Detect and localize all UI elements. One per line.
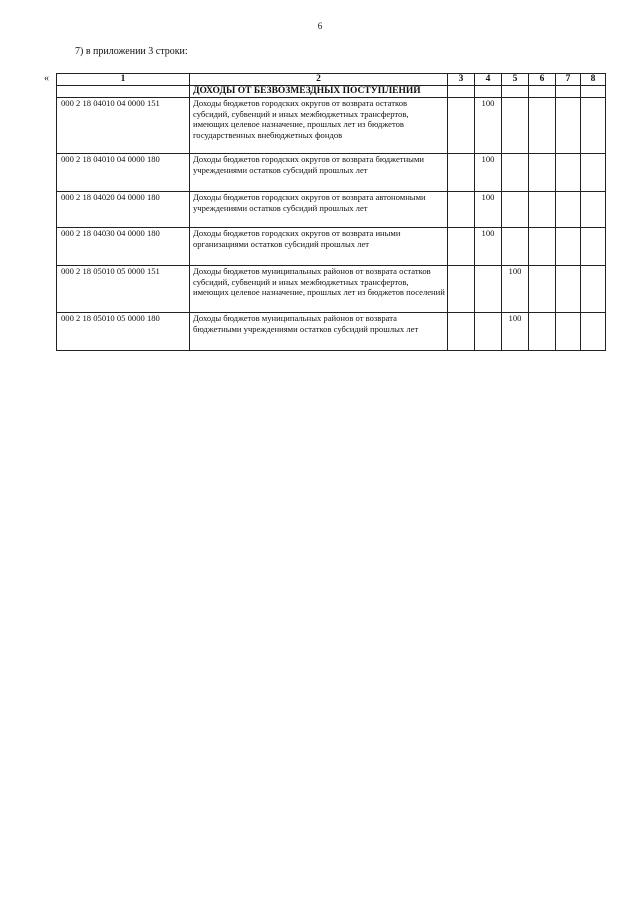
row-col-7 — [556, 98, 581, 154]
row-code: 000 2 18 05010 05 0000 180 — [57, 313, 190, 351]
row-col-4: 100 — [475, 192, 502, 228]
section-title: ДОХОДЫ ОТ БЕЗВОЗМЕЗДНЫХ ПОСТУПЛЕНИЙ — [190, 86, 448, 98]
row-col-8 — [581, 266, 606, 313]
row-col-5 — [502, 192, 529, 228]
row-col-4: 100 — [475, 154, 502, 192]
header-col-2: 2 — [190, 74, 448, 86]
header-col-3: 3 — [448, 74, 475, 86]
row-col-3 — [448, 266, 475, 313]
row-description: Доходы бюджетов городских округов от возврата бюджетными учреждениями остатков субсидий прошлых лет — [190, 154, 448, 192]
row-col-3 — [448, 313, 475, 351]
open-quote: « — [44, 73, 49, 84]
row-col-3 — [448, 192, 475, 228]
table-row — [57, 313, 606, 351]
row-col-6 — [529, 228, 556, 266]
row-col-5 — [502, 154, 529, 192]
row-col-7 — [556, 228, 581, 266]
header-col-8: 8 — [581, 74, 606, 86]
table-row — [57, 266, 606, 313]
row-code: 000 2 18 04010 04 0000 180 — [57, 154, 190, 192]
header-col-1: 1 — [57, 74, 190, 86]
row-col-5: 100 — [502, 266, 529, 313]
income-table — [56, 73, 606, 351]
row-col-4 — [475, 266, 502, 313]
row-col-4: 100 — [475, 98, 502, 154]
section-row — [57, 86, 606, 98]
row-description: Доходы бюджетов муниципальных районов от возврата бюджетными учреждениями остатков субсидий прошлых лет — [190, 313, 448, 351]
row-col-3 — [448, 154, 475, 192]
row-col-5 — [502, 228, 529, 266]
row-col-4: 100 — [475, 228, 502, 266]
row-description: Доходы бюджетов городских округов от возврата автономными учреждениями остатков субсидий прошлых лет — [190, 192, 448, 228]
row-col-8 — [581, 98, 606, 154]
row-code: 000 2 18 05010 05 0000 151 — [57, 266, 190, 313]
row-description: Доходы бюджетов городских округов от возврата остатков субсидий, субвенций и иных межбюджетных трансфертов, имеющих целевое назначение, прошлых лет из бюджетов государственных внебюджетных фондов — [190, 98, 448, 154]
intro-text: 7) в приложении 3 строки: — [75, 46, 188, 57]
row-col-8 — [581, 192, 606, 228]
row-col-8 — [581, 154, 606, 192]
header-col-5: 5 — [502, 74, 529, 86]
row-col-8 — [581, 228, 606, 266]
row-col-6 — [529, 266, 556, 313]
page-number: 6 — [317, 21, 323, 31]
row-col-6 — [529, 154, 556, 192]
header-col-6: 6 — [529, 74, 556, 86]
row-description: Доходы бюджетов городских округов от возврата иными организациями остатков субсидий прошлых лет — [190, 228, 448, 266]
row-code: 000 2 18 04030 04 0000 180 — [57, 228, 190, 266]
header-row — [57, 74, 606, 86]
row-col-6 — [529, 98, 556, 154]
row-col-4 — [475, 313, 502, 351]
row-col-6 — [529, 313, 556, 351]
row-description: Доходы бюджетов муниципальных районов от возврата остатков субсидий, субвенций и иных межбюджетных трансфертов, имеющих целевое назначение, прошлых лет из бюджетов поселений — [190, 266, 448, 313]
table-row — [57, 228, 606, 266]
table-row — [57, 98, 606, 154]
header-col-7: 7 — [556, 74, 581, 86]
row-col-8 — [581, 313, 606, 351]
row-code: 000 2 18 04020 04 0000 180 — [57, 192, 190, 228]
row-col-5: 100 — [502, 313, 529, 351]
row-col-7 — [556, 313, 581, 351]
row-col-7 — [556, 266, 581, 313]
header-col-4: 4 — [475, 74, 502, 86]
row-col-6 — [529, 192, 556, 228]
row-col-7 — [556, 192, 581, 228]
row-col-5 — [502, 98, 529, 154]
table-row — [57, 154, 606, 192]
table-row — [57, 192, 606, 228]
row-col-7 — [556, 154, 581, 192]
row-col-3 — [448, 98, 475, 154]
row-code: 000 2 18 04010 04 0000 151 — [57, 98, 190, 154]
row-col-3 — [448, 228, 475, 266]
